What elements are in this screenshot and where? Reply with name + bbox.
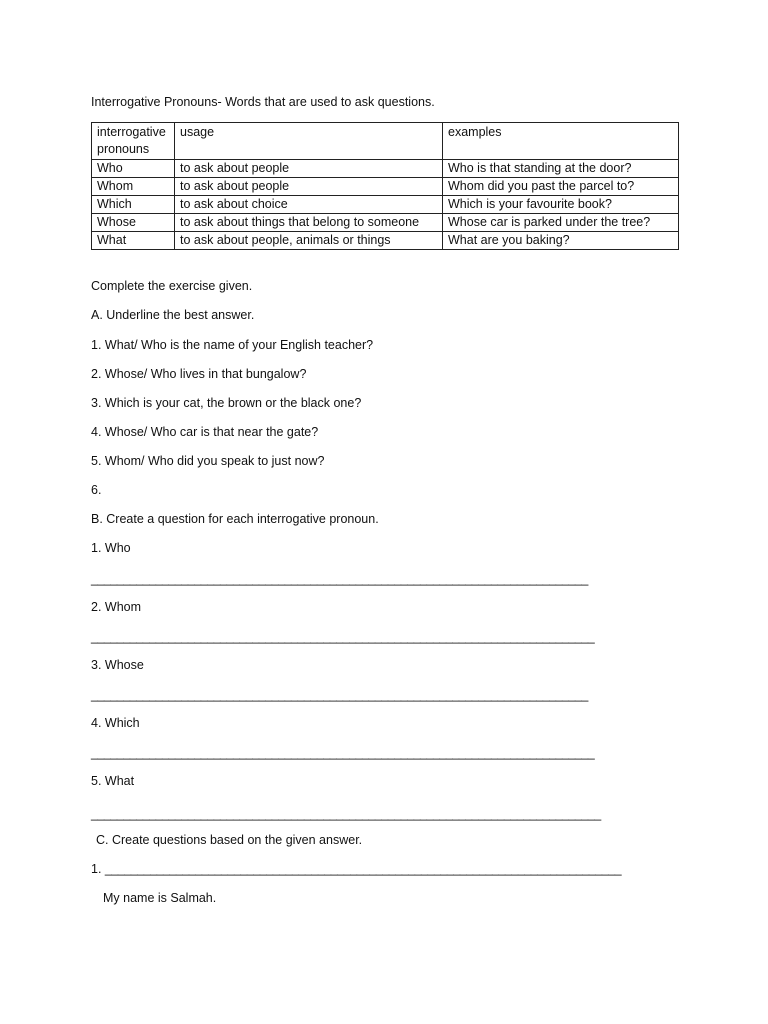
table-row (92, 214, 679, 232)
table-cell: Which is your favourite book? (443, 196, 679, 214)
table-cell: Whose car is parked under the tree? (443, 214, 679, 232)
table-cell: to ask about people (175, 160, 443, 178)
table-cell: Whom did you past the parcel to? (443, 178, 679, 196)
table-row (92, 178, 679, 196)
table-cell: Whom (92, 178, 175, 196)
table-cell: Which (92, 196, 175, 214)
table-row (92, 232, 679, 250)
section-b-item: 3. Whose (91, 658, 144, 672)
section-b-item: 5. What (91, 774, 135, 788)
table-cell: Who is that standing at the door? (443, 160, 679, 178)
table-header-cell: usage (175, 123, 443, 160)
table-header-cell: interrogative pronouns (92, 123, 175, 160)
exercise-instruction: Complete the exercise given. (91, 279, 253, 293)
section-c-item (91, 861, 621, 877)
table-cell: to ask about choice (175, 196, 443, 214)
table-header-cell: examples (443, 123, 679, 160)
section-b-item: 1. Who (91, 541, 131, 555)
section-a-item: 2. Whose/ Who lives in that bungalow? (91, 367, 307, 381)
section-a-item: 6. (91, 483, 102, 497)
table-cell: Whose (92, 214, 175, 232)
section-b-item: 4. Which (91, 716, 140, 730)
section-a-item: 1. What/ Who is the name of your English teacher? (91, 338, 374, 352)
section-c-item-number: 1. (91, 862, 105, 876)
table-cell: to ask about people, animals or things (175, 232, 443, 250)
intro-heading: Interrogative Pronouns- Words that are used to ask questions. (91, 95, 435, 109)
pronoun-table (91, 122, 679, 250)
section-c-title: C. Create questions based on the given answer. (96, 833, 363, 847)
table-cell: What are you baking? (443, 232, 679, 250)
section-b-title: B. Create a question for each interrogative pronoun. (91, 512, 379, 526)
section-c-given-answer: My name is Salmah. (103, 891, 217, 905)
answer-blank[interactable]: ______________________________________________________________________________ (91, 746, 595, 760)
table-row (92, 160, 679, 178)
section-a-item: 5. Whom/ Who did you speak to just now? (91, 454, 325, 468)
answer-blank[interactable]: _____________________________________________________________________________ (91, 688, 588, 702)
table-cell: to ask about people (175, 178, 443, 196)
table-cell: Who (92, 160, 175, 178)
table-header-row (92, 123, 679, 160)
section-a-title: A. Underline the best answer. (91, 308, 255, 322)
answer-blank[interactable]: ________________________________________________________________________________ (104, 862, 622, 876)
answer-blank[interactable]: ______________________________________________________________________________ (91, 630, 595, 644)
answer-blank[interactable]: _______________________________________________________________________________ (91, 807, 601, 821)
answer-blank[interactable]: _____________________________________________________________________________ (91, 572, 588, 586)
section-a-item: 4. Whose/ Who car is that near the gate? (91, 425, 319, 439)
section-a-item: 3. Which is your cat, the brown or the black one? (91, 396, 362, 410)
table-cell: What (92, 232, 175, 250)
table-row (92, 196, 679, 214)
section-b-item: 2. Whom (91, 600, 142, 614)
table-cell: to ask about things that belong to someone (175, 214, 443, 232)
